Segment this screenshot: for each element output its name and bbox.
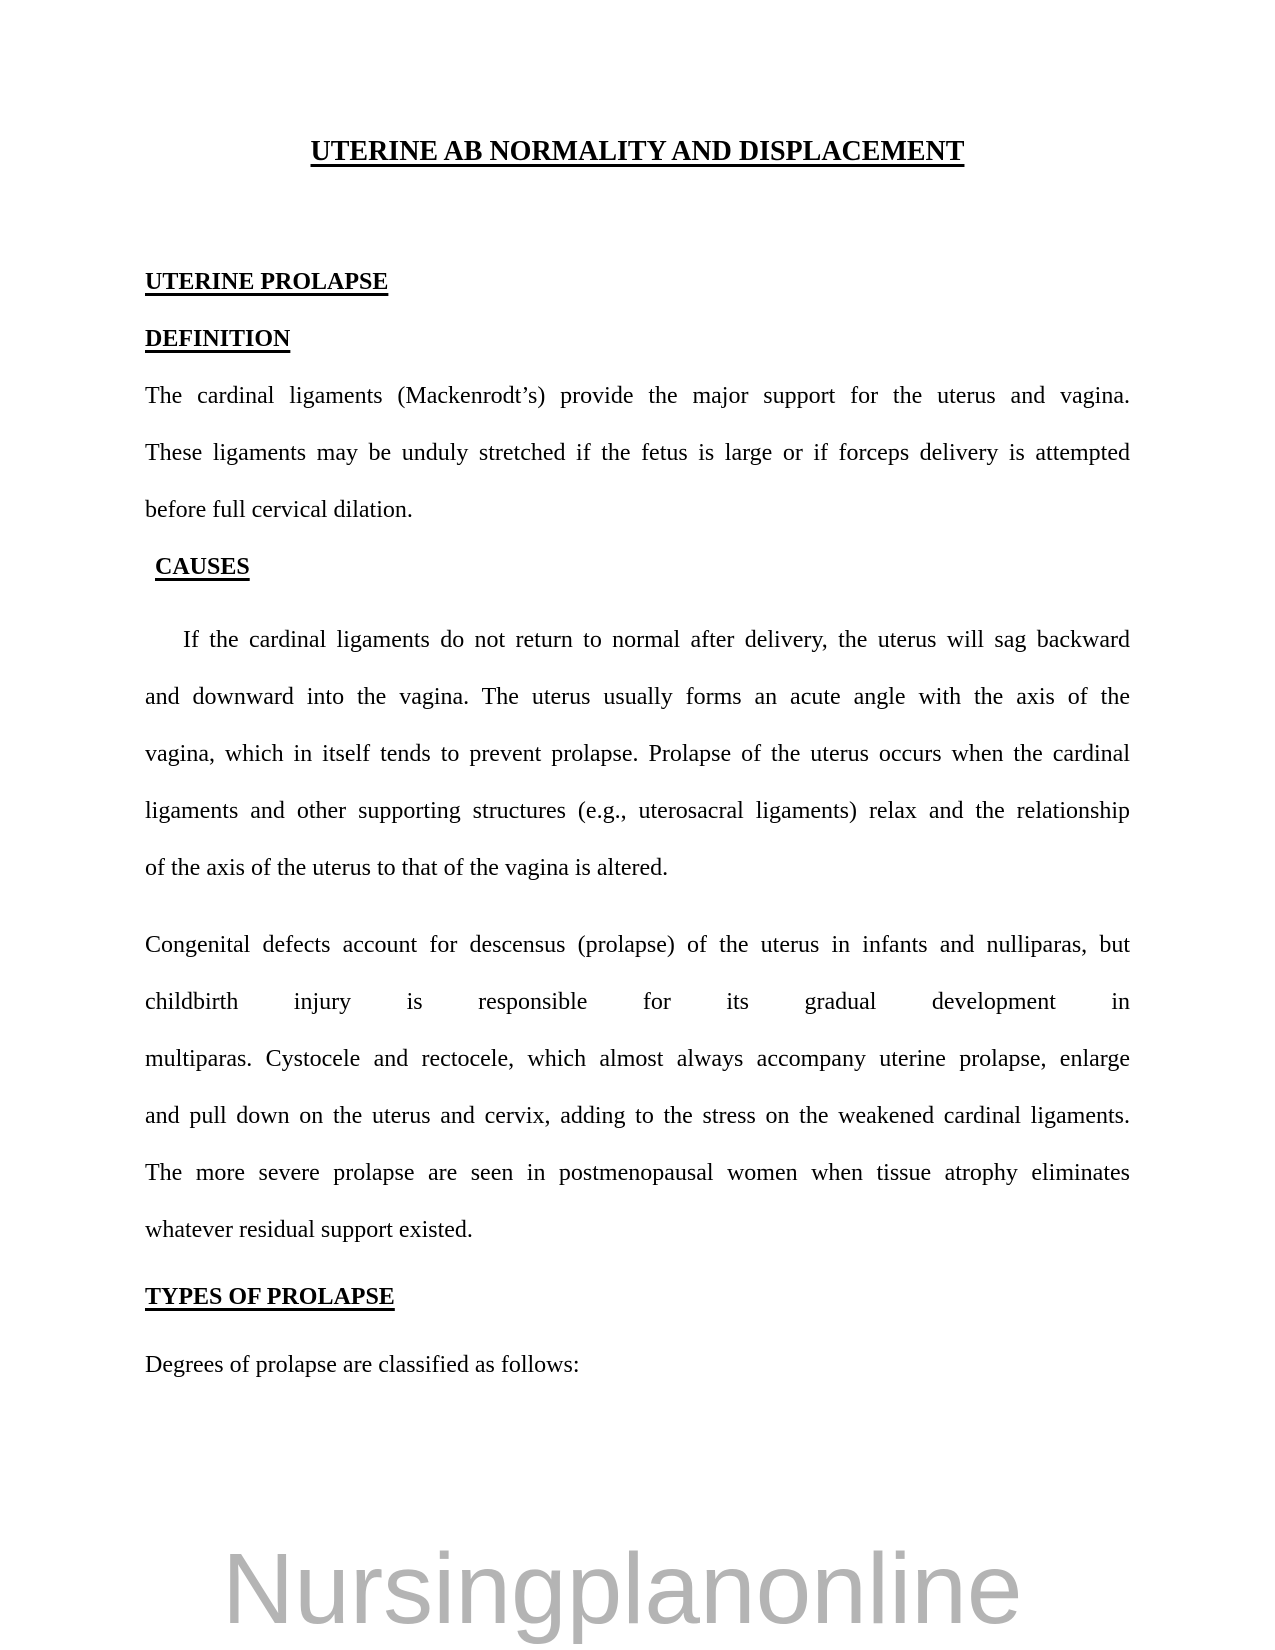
text-line: before full cervical dilation. xyxy=(145,497,413,523)
section-heading-causes: CAUSES xyxy=(155,554,250,580)
text-line: vagina, which in itself tends to prevent prolapse. Prolapse of the uterus occurs when the cardinal xyxy=(145,741,1130,767)
paragraph-causes-1 xyxy=(145,612,1130,897)
text-line: multiparas. Cystocele and rectocele, which almost always accompany uterine prolapse, enlarge xyxy=(145,1046,1130,1072)
text-line: If the cardinal ligaments do not return to normal after delivery, the uterus will sag backward xyxy=(183,627,1130,653)
text-line: whatever residual support existed. xyxy=(145,1217,473,1243)
text-line: childbirth injury is responsible for its gradual development in xyxy=(145,989,1130,1015)
text-line: and pull down on the uterus and cervix, adding to the stress on the weakened cardinal ligaments. xyxy=(145,1103,1130,1129)
text-line: of the axis of the uterus to that of the vagina is altered. xyxy=(145,855,669,881)
paragraph-definition xyxy=(145,368,1130,539)
section-heading-definition: DEFINITION xyxy=(145,326,291,352)
paragraph-causes-2 xyxy=(145,917,1130,1259)
page-title-text: UTERINE AB NORMALITY AND DISPLACEMENT xyxy=(310,136,965,167)
text-line: and downward into the vagina. The uterus usually forms an acute angle with the axis of the xyxy=(145,684,1130,710)
text-line: The cardinal ligaments (Mackenrodt’s) provide the major support for the uterus and vagina. xyxy=(145,383,1130,409)
page-title xyxy=(145,0,1130,172)
text-line: These ligaments may be unduly stretched if the fetus is large or if forceps delivery is attempted xyxy=(145,440,1130,466)
text-line: Congenital defects account for descensus (prolapse) of the uterus in infants and nulliparas, but xyxy=(145,932,1130,958)
watermark-text: Nursingplanonline xyxy=(222,1533,1023,1645)
types-intro-line: Degrees of prolapse are classified as follows: xyxy=(145,1352,580,1378)
section-heading-types-of-prolapse: TYPES OF PROLAPSE xyxy=(145,1284,395,1310)
document-content xyxy=(145,0,1130,1394)
text-line: The more severe prolapse are seen in postmenopausal women when tissue atrophy eliminates xyxy=(145,1160,1130,1186)
section-heading-uterine-prolapse: UTERINE PROLAPSE xyxy=(145,269,389,295)
text-line: ligaments and other supporting structures (e.g., uterosacral ligaments) relax and the relationship xyxy=(145,798,1130,824)
